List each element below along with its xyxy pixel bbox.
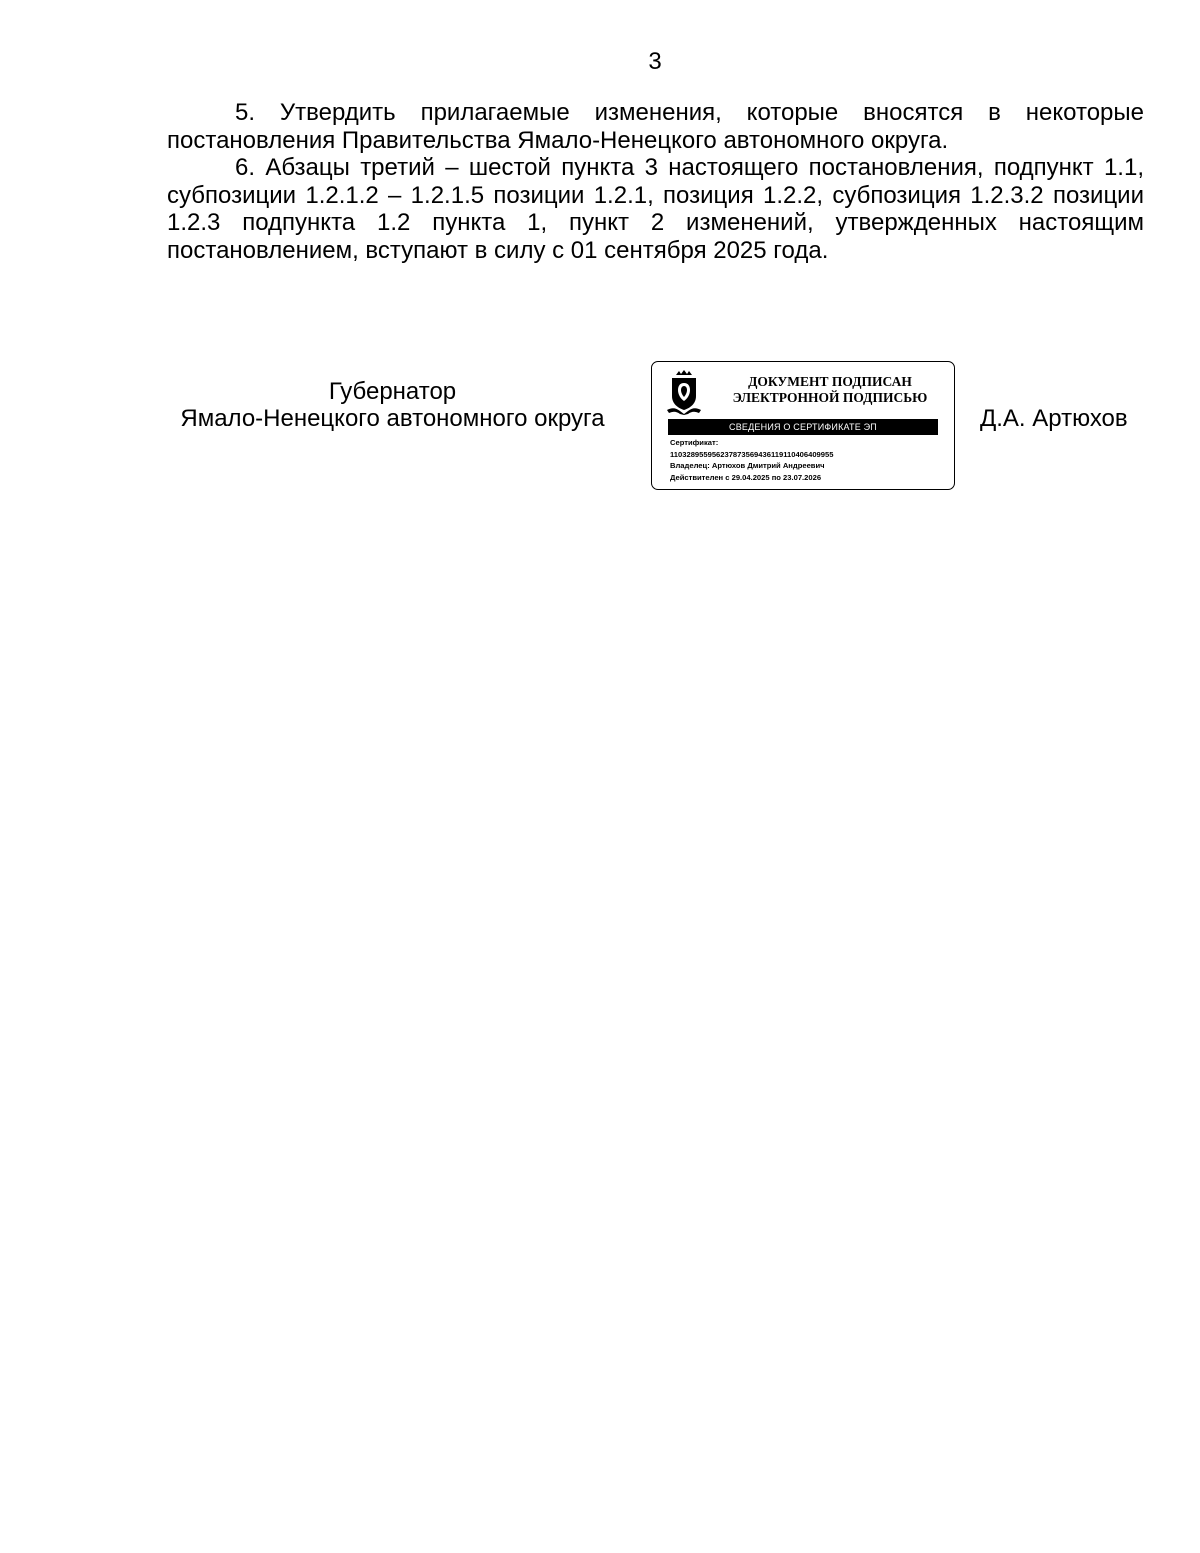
certificate-validity: Действителен с 29.04.2025 по 23.07.2026 [670, 472, 822, 482]
certificate-number: 110328955956237873569436119110406409955 [670, 449, 834, 459]
page-number: 3 [648, 48, 662, 75]
certificate-details [670, 437, 833, 483]
coat-of-arms-icon [666, 369, 702, 415]
signer-title [160, 378, 625, 432]
signature-block [0, 0, 1200, 520]
certificate-info-bar: СВЕДЕНИЯ О СЕРТИФИКАТЕ ЭП [668, 419, 938, 435]
certificate-label: Сертификат: [670, 438, 719, 447]
paragraph-6: 6. Абзацы третий – шестой пункта 3 настоящего постановления, подпункт 1.1, субпозиции 1.2.1.2 – 1.2.1.5 позиции 1.2.1, позиция 1.2.2, субпозиция 1.2.3.2 позиции 1.2.3 подпункта 1.2 пункта 1, пункт 2 изменений, утвержденных настоящим постановлением, вступают в силу с 01 сентября 2025 года. [167, 154, 1144, 264]
signer-name: Д.А. Артюхов [980, 405, 1128, 432]
paragraph-5: 5. Утвердить прилагаемые изменения, которые вносятся в некоторые постановления Правительства Ямало-Ненецкого автономного округа. [167, 99, 1144, 154]
signer-region: Ямало-Ненецкого автономного округа [180, 405, 605, 432]
stamp-heading-line1: ДОКУМЕНТ ПОДПИСАН [748, 374, 912, 389]
certificate-owner: Владелец: Артюхов Дмитрий Андреевич [670, 461, 825, 470]
signer-position: Губернатор [328, 378, 457, 405]
electronic-signature-stamp [651, 361, 955, 490]
stamp-heading-line2: ЭЛЕКТРОННОЙ ПОДПИСЬЮ [732, 390, 928, 405]
stamp-heading [712, 374, 948, 406]
